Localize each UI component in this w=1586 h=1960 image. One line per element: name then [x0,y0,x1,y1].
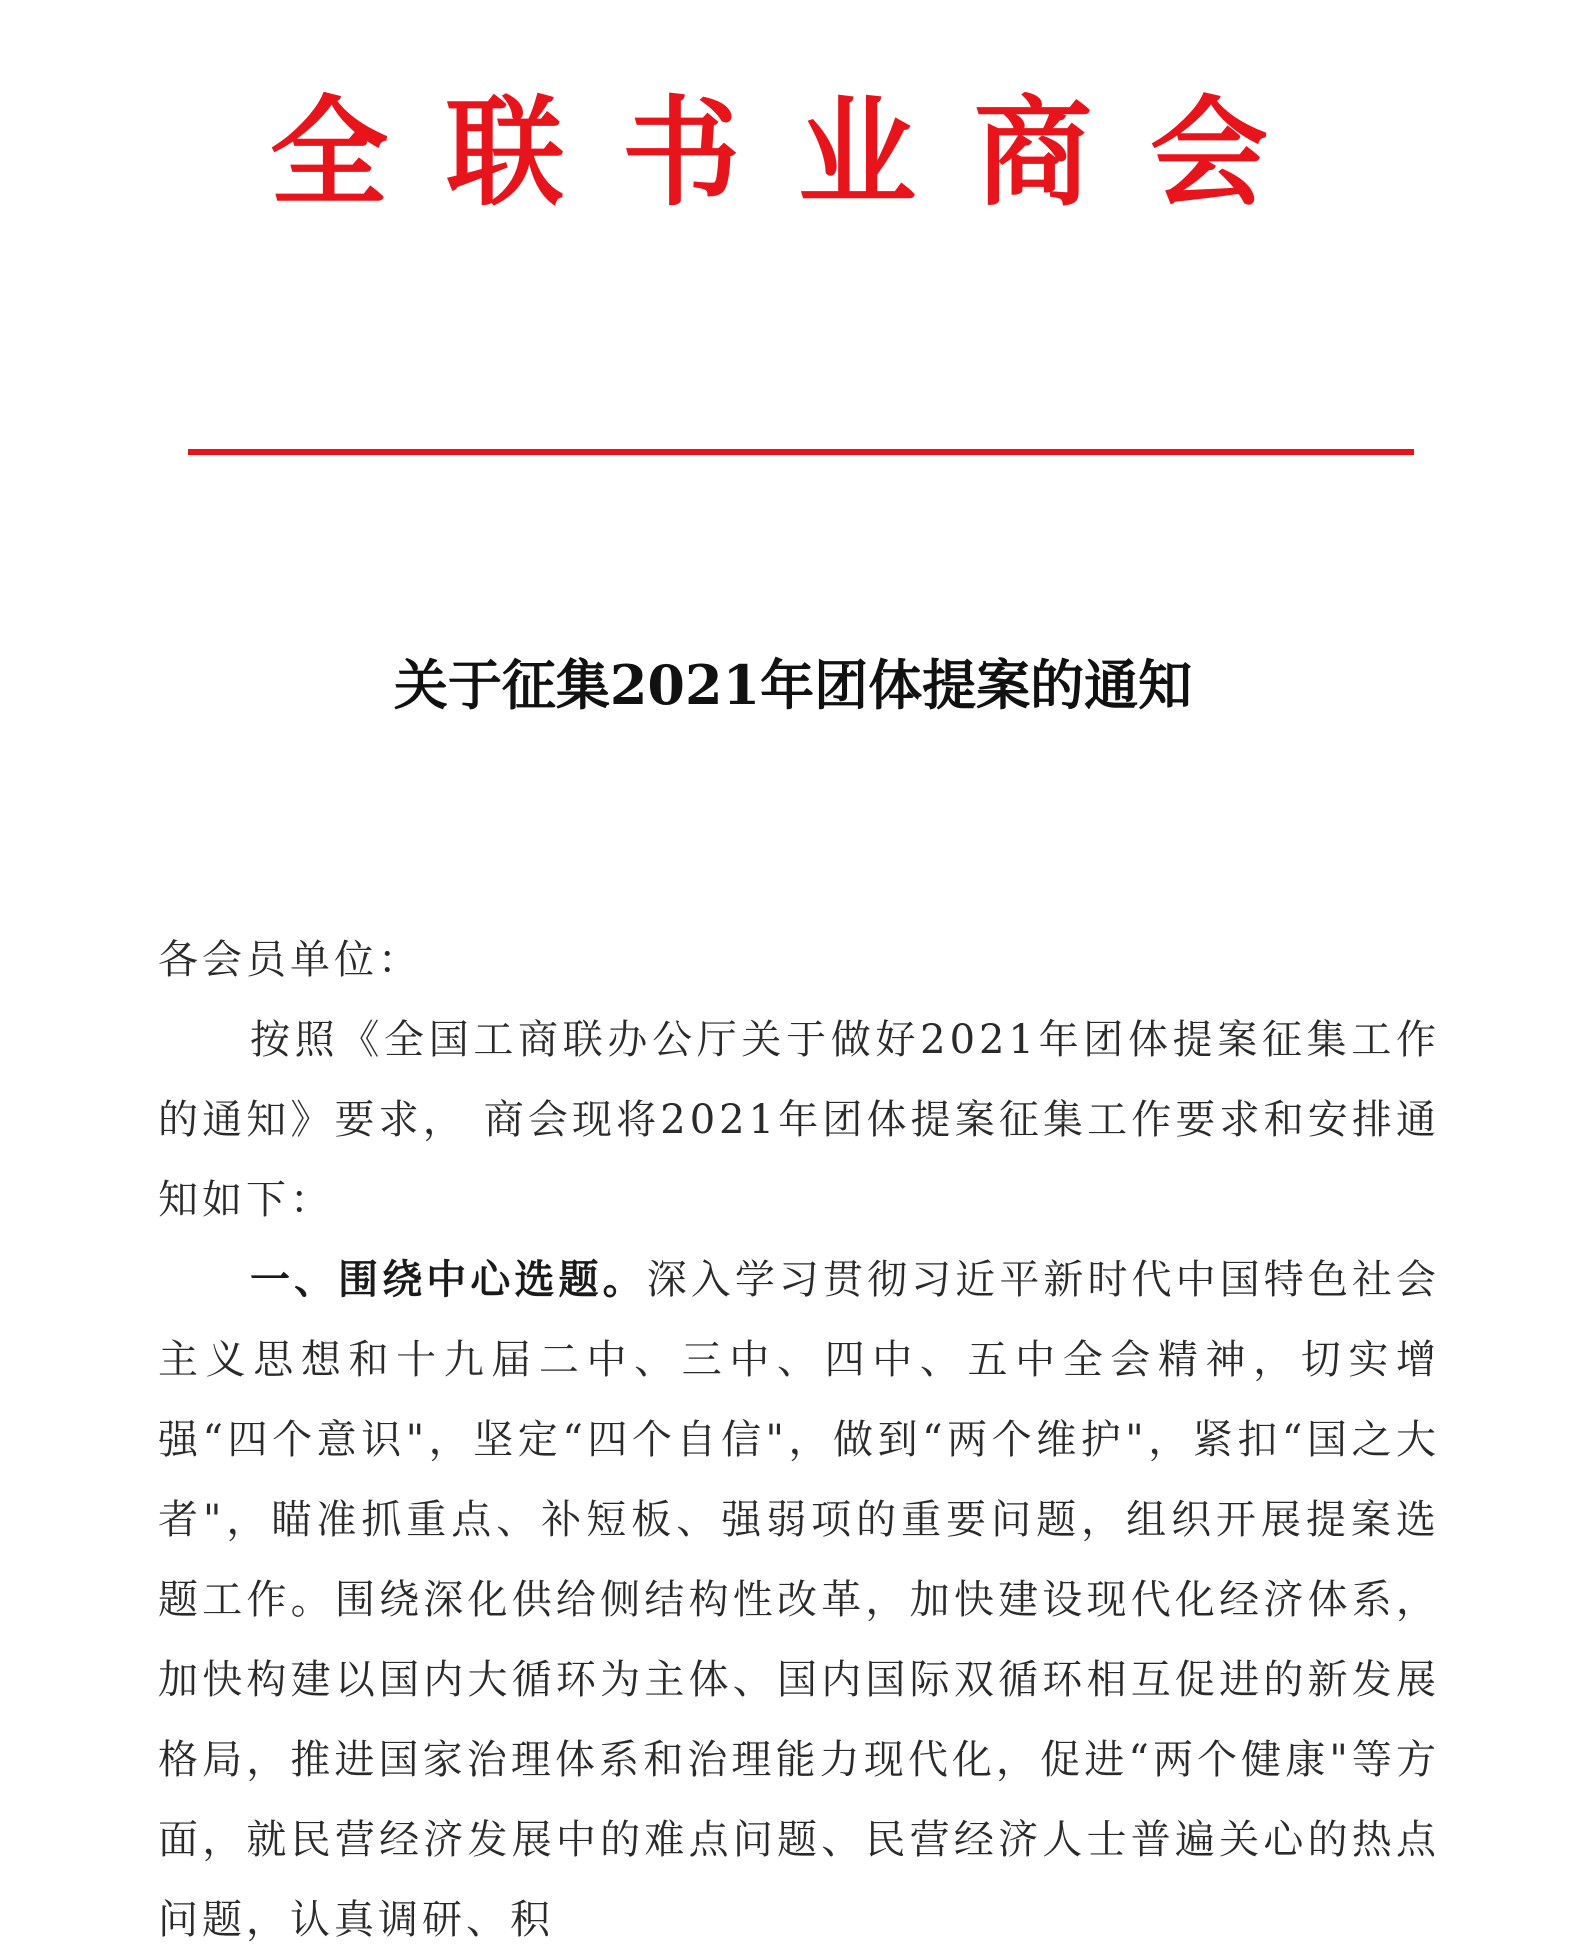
section-heading: 一、围绕中心选题。 [250,1256,647,1303]
document-title: 关于征集2021年团体提案的通知 [393,653,1193,717]
document-body [158,920,1440,1960]
salutation: 各会员单位： [158,937,422,983]
organization-header: 全联书业商会 [269,83,1326,222]
red-divider-line [188,449,1414,455]
section-paragraph [158,1240,1440,1960]
section-text: 深入学习贯彻习近平新时代中国特色社会主义思想和十九届二中、三中、四中、五中全会精神，切实增强“四个意识"，坚定“四个自信"，做到“两个维护"，紧扣“国之大者"，瞄准抓重点、补短板、强弱项的重要问题，组织开展提案选题工作。围绕深化供给侧结构性改革，加快建设现代化经济体系，加快构建以国内大循环为主体、国内国际双循环相互促进的新发展格局，推进国家治理体系和治理能力现代化，促进“两个健康"等方面，就民营经济发展中的难点问题、民营经济人士普遍关心的热点问题，认真调研、积 [158,1257,1441,1943]
intro-paragraph: 按照《全国工商联办公厅关于做好2021年团体提案征集工作的通知》要求， 商会现将2021年团体提案征集工作要求和安排通知如下： [158,1017,1440,1223]
